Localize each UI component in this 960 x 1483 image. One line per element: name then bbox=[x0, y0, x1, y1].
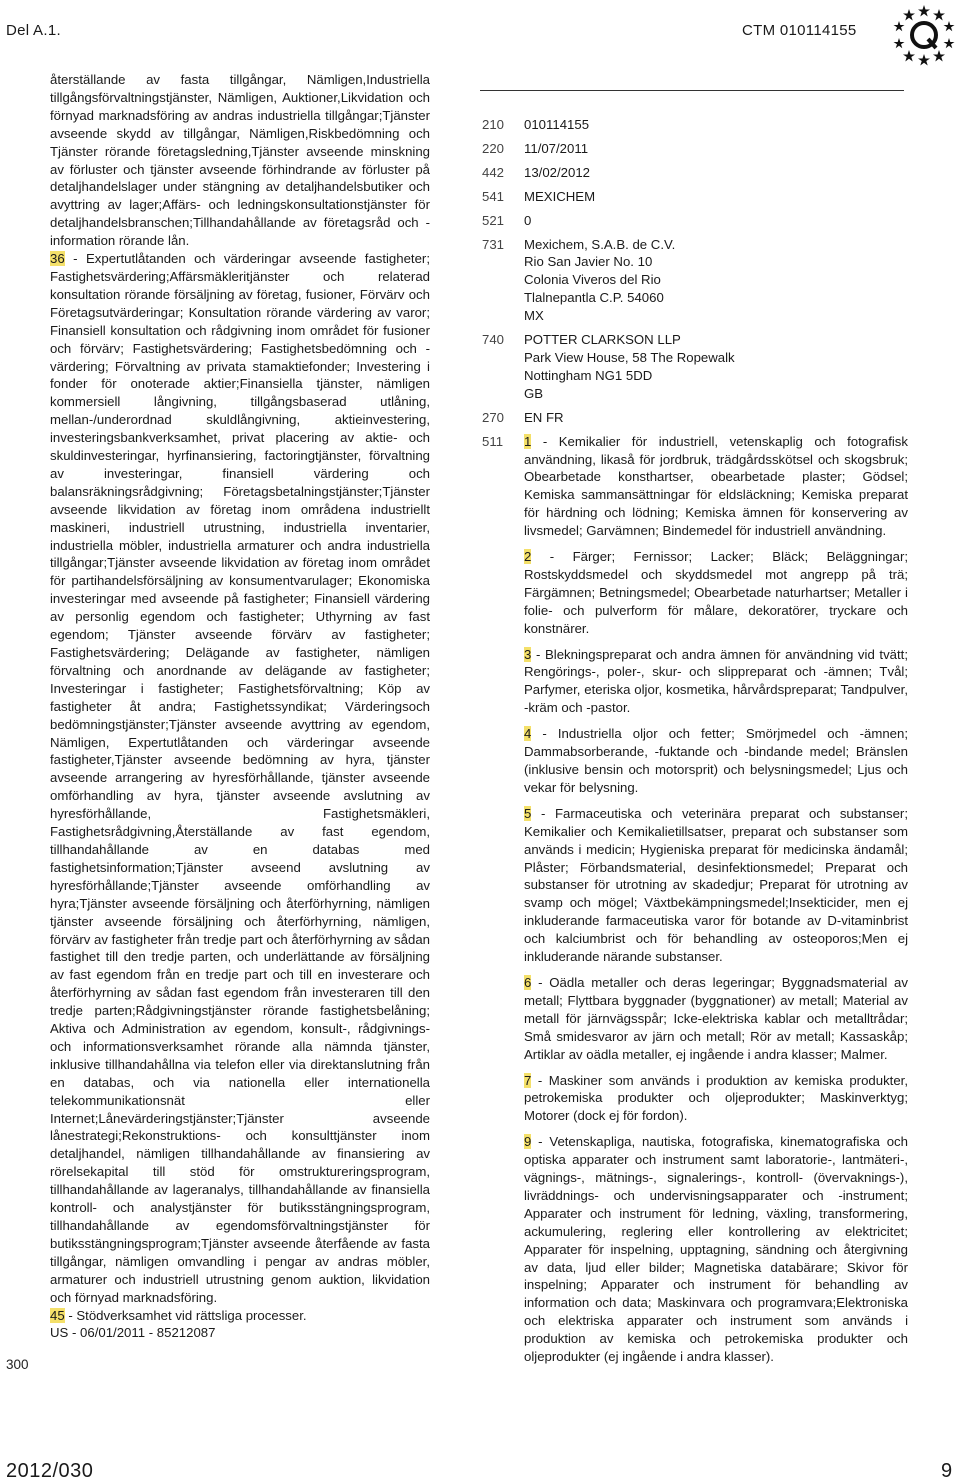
left-paragraph-continuation: återställande av fasta tillgångar, Nämligen,Industriella tillgångsförvaltningstjänster, Nämligen, Auktioner,Likvidation och förnyad marknadsföring av andras industriella tillgångar;Tjänster avseende skydd av tillgångar, Nämligen,Riskbedömning och Tjänster rörande företagsledning,Tjänster avseende minskning av förluster och tjänster avseende förhindrande av förluster på detaljhandelslager under stängning av detaljhandelsbutiker och avyttring av lager;Affärs- och ledningskonsultationstjänster för detaljhandelsbranschen;Tillhandahållande av företagsråd och -information rörande lån. bbox=[50, 72, 430, 249]
header-section-label: Del A.1. bbox=[6, 22, 61, 39]
goods-class-6 bbox=[524, 974, 908, 1064]
goods-class-number: 7 bbox=[524, 1072, 532, 1088]
field-code: 270 bbox=[482, 409, 505, 425]
class-45-entry bbox=[50, 1307, 430, 1325]
field-code: 442 bbox=[482, 164, 505, 180]
goods-class-2 bbox=[524, 548, 908, 638]
ohim-logo-icon bbox=[892, 2, 956, 66]
field-code: 220 bbox=[482, 140, 505, 156]
class-36-number: 36 bbox=[50, 251, 65, 267]
goods-class-9 bbox=[524, 1133, 908, 1366]
class-45-text: - Stödverksamhet vid rättsliga processer. bbox=[64, 1307, 307, 1323]
field-value-line: MX bbox=[524, 308, 544, 324]
field-row-442 bbox=[482, 164, 908, 182]
field-row-220 bbox=[482, 140, 908, 158]
priority-claim: US - 06/01/2011 - 85212087 bbox=[50, 1325, 216, 1341]
goods-class-text: - Oädla metaller och deras legeringar; Byggnadsmaterial av metall; Flyttbara byggnader (byggnationer) av metall; Material av metall för järnvägsspår; Icke-elektriska kablar och metalltrådar; Små smidesvaror av järn och metall; Rör av metall; Kassaskåp; Artiklar av oädla metaller, ej ingående i andra klasser; Malmer. bbox=[524, 974, 908, 1062]
goods-class-3 bbox=[524, 646, 908, 718]
header-ctm-number: CTM 010114155 bbox=[742, 22, 857, 39]
field-code: 521 bbox=[482, 212, 505, 228]
goods-class-text: - Kemikalier för industriell, vetenskaplig och fotografisk användning, likaså för jordbruk, trädgårdsskötsel och skogsbruk; Obearbetade konsthartser, obearbetade plaster; Gödsel; Kemiska sammansättningar för eldsläckning; Kemiska preparat för härdning och lödning; Kemiska ämnen för konservering av livsmedel; Garvämnen; Bindemedel för industriell användning. bbox=[524, 433, 908, 539]
field-code: 210 bbox=[482, 117, 505, 132]
field-value bbox=[524, 212, 908, 230]
footer-issue: 2012/030 bbox=[6, 1460, 94, 1482]
field-value-line: 010114155 bbox=[524, 117, 590, 132]
field-value-line: 13/02/2012 bbox=[524, 164, 591, 180]
field-value-line: Rio San Javier No. 10 bbox=[524, 254, 653, 270]
goods-list bbox=[524, 433, 908, 1374]
field-row-521 bbox=[482, 212, 908, 230]
footer-page-number: 9 bbox=[941, 1460, 953, 1482]
goods-class-text: - Färger; Fernissor; Lacker; Bläck; Beläggningar; Rostskyddsmedel och skyddsmedel mot angrepp på trä; Färgämnen; Betningsmedel; Obearbetade naturhartser; Metaller i folie- och pulverform för målare, dekoratörer, tryckare och konstnärer. bbox=[524, 549, 908, 636]
goods-class-number: 5 bbox=[524, 805, 532, 821]
class-36-text: - Expertutlåtanden och värderingar avseende fastigheter; Fastighetsvärdering;Affärsmäkleritjänster och relaterad konsultation rörande försäljning av företag, fusioner, Förvärv och Företagsutvärderingar; Konsultation rörande värdering av varor; Finansiell konsultation och rådgivning inom området för fusioner och förvärv; Fastighetsvärdering; Fastighetsbedömning och -värdering; Förvaltning av privata stamaktiefonder; Investering i fonder för onoterade aktier;Finansiella tjänster, nämligen kommersiell långivning, tillgångsbaserad utlåning, mellan-/underordnad skuldlångivning, aktieinvestering, investeringsbankverksamhet, privat placering av aktie- och skuldinvesteringar, hyrfinansiering, factoringtjänster, förvaltning av investeringar, finansiell värdering och balansräkningsrådgivning; Företagsbetalningstjänster;Tjänster avseende likvidation av företag inom områdena industriellt maskineri, industriell utrustning, industriella inventarier, industriella möbler, industriella armaturer och andra industriella tillgångar;Tjänster avseende likvidation av företag inom området för partihandelsförsäljning av konsumentvarulager; Ekonomiska investeringar med avseende på fastigheter; Finansiell värdering av personlig egendom och fastigheter; Uthyrning av fast egendom; Tjänster avseende förvärv av fastigheter; Fastighetsvärdering; Delägande av fastigheter, nämligen förvaltning och anordnande av delägande av fastigheter; Investeringar i fastigheter; Fastighetsförvaltning; Köp av fastigheter åt andra; Fastighetssyndikat; Värderingsoch bedömningstjänster;Tjänster avseende avyttring av egendom, Nämligen, Expertutlåtanden och värderingar avseende fastigheter,Tjänster avseende bedömning av hyra, tjänster avseende arrangering av hyresförhållande, tjänster avseende omförhandling av hyra, tjänster avseende avslutning av hyresförhållande, Fastighetsmäkleri, Fastighetsrådgivning,Återställande av fast egendom, tillhandahållande av en databas med fastighetsinformation;Tjänster avseend avslutning av hyresförhållande;Tjänster avseende omförhandling av hyra;Tjänster avseende försäljning och återförhyrning, nämligen tjänster avseende försäljning och återförhyrning, nämligen, förvärv av fastigheter från tredje part och återförhyrning av sådan fastighet till den tredje parten, och underlättande av försäljning av fast egendom från en tredje part och till en investerare och återförhyrning av sådan fast egendom från investeraren till den tredje parten;Rådgivningstjänster rörande fastighetsbelåning; Aktiva och Administration av egendom, konsult-, rådgivnings- och informationsverksamhet rörande alla nämnda tjänster, inklusive tillhandahållna via telefon eller via direktanslutning från en databas, och via nationella eller internationella telekommunikationsnät eller Internet;Lånevärderingstjänster;Tjänster avseende lånestrategi;Rekonstruktions- och konsulttjänster inom detaljhandel, nämligen tillhandahållande av finansiering av rörelsekapital till stöd för omstruktureringsprogram, tillhandahållande av lageranalys, tillhandahållande av finansiella kontroll- och analystjänster för butiksstängningsprogram, tillhandahållande av egendomsförvaltningstjänster för butiksstängningsprogram;Tjänster avseende återfående av fasta tillgångar, nämligen omvandling i pengar av andras möbler, armaturer och industriell utrustning genom auktion, likvidation och förnyad marknadsföring. bbox=[50, 251, 430, 1305]
field-value-line: MEXICHEM bbox=[524, 188, 596, 204]
side-line-number: 300 bbox=[6, 1357, 29, 1372]
goods-class-7 bbox=[524, 1072, 908, 1126]
field-value-line: 0 bbox=[524, 212, 532, 228]
goods-class-text: - Farmaceutiska och veterinära preparat och substanser; Kemikalier och Kemikalietillsatser, preparat och substanser som används i medicin; Hygieniska preparat för medicinska ändamål; Plåster; Förbandsmaterial, desinfektionsmedel; Preparat och substanser för utrotning av skadedjur; Preparat för utrotning av svamp och mögel; Växtbekämpningsmedel;Insekticider, men ej inkluderande farmaceutiska varor för botande av D-vitaminbrist och kalciumbrist och för behandling av osteoporos;Men ej inkluderande närande substanser. bbox=[524, 805, 908, 965]
field-value bbox=[524, 188, 908, 206]
field-value-line: GB bbox=[524, 385, 544, 401]
goods-class-1 bbox=[524, 433, 908, 540]
field-code: 740 bbox=[482, 332, 505, 348]
field-row-270 bbox=[482, 409, 908, 427]
header-rule bbox=[480, 90, 904, 91]
class-36-entry bbox=[50, 250, 430, 1306]
field-value-line: Colonia Viveros del Rio bbox=[524, 272, 661, 288]
field-row-210 bbox=[482, 116, 908, 134]
field-value bbox=[524, 164, 908, 182]
right-column bbox=[482, 116, 908, 1380]
goods-class-number: 9 bbox=[524, 1134, 532, 1150]
class-45-number: 45 bbox=[50, 1307, 65, 1323]
field-value-line: Tlalnepantla C.P. 54060 bbox=[524, 290, 664, 306]
field-value bbox=[524, 236, 908, 326]
field-value-line: 11/07/2011 bbox=[524, 140, 589, 156]
goods-class-5 bbox=[524, 805, 908, 966]
field-value bbox=[524, 116, 908, 134]
goods-class-number: 3 bbox=[524, 646, 532, 662]
goods-class-number: 6 bbox=[524, 974, 532, 990]
field-row-740 bbox=[482, 331, 908, 403]
field-value-line: EN FR bbox=[524, 409, 564, 425]
goods-class-text: - Blekningspreparat och andra ämnen för användning vid tvätt; Rengörings-, poler-, skur- och slippreparat och -ämnen; Tvål; Parfymer, eteriska oljor, kosmetika, hårvårdspreparat; Tandpulver, -kräm och -pastor. bbox=[524, 646, 908, 716]
goods-class-text: - Vetenskapliga, nautiska, fotografiska, kinematografiska och optiska apparater och instrument samt laboratorie-, lantmäteri-, vägnings-, mätnings-, signalerings-, kontroll- (övervaknings-), livräddnings- och undervisningsapparater och -instrument; Apparater och instrument för ledning, växling, transformering, ackumulering, reglering eller kontrollering av elektricitet; Apparater för inspelning, upptagning, sändning och återgivning av data, ljud eller bilder; Magnetiska databärare; Skivor för inspelning; Apparater och instrument för behandling av information och data; Maskinvara och programvara;Elektroniska och elektriska apparater och instrument som används i produktion av kemiska och petrokemiska produkter och oljeprodukter (ej ingående i andra klasser). bbox=[524, 1134, 908, 1365]
goods-field-code: 511 bbox=[482, 433, 504, 449]
field-code: 541 bbox=[482, 188, 505, 204]
goods-class-text: - Maskiner som används i produktion av kemiska produkter, petrokemiska produkter och oljeprodukter; Maskinverktyg; Motorer (dock ej för fordon). bbox=[524, 1072, 908, 1124]
field-value bbox=[524, 331, 908, 403]
field-value-line: Mexichem, S.A.B. de C.V. bbox=[524, 236, 676, 252]
left-column bbox=[50, 71, 430, 1342]
field-value-line: POTTER CLARKSON LLP bbox=[524, 332, 681, 348]
goods-class-number: 2 bbox=[524, 549, 532, 565]
goods-class-number: 1 bbox=[524, 433, 532, 449]
goods-class-number: 4 bbox=[524, 726, 532, 742]
field-value bbox=[524, 140, 908, 158]
field-value-line: Park View House, 58 The Ropewalk bbox=[524, 349, 735, 365]
goods-class-text: - Industriella oljor och fetter; Smörjmedel och -ämnen; Dammabsorberande, -fuktande och -bindande medel; Bränslen (inklusive bensin och motorsprit) och belysningsmedel; Ljus och vekar för belysning. bbox=[524, 726, 908, 795]
field-row-541 bbox=[482, 188, 908, 206]
goods-class-4 bbox=[524, 725, 908, 797]
bibliographic-fields bbox=[482, 116, 908, 427]
field-code: 731 bbox=[482, 236, 505, 252]
field-row-731 bbox=[482, 236, 908, 326]
goods-services-row bbox=[482, 433, 908, 1374]
field-value bbox=[524, 409, 908, 427]
field-value-line: Nottingham NG1 5DD bbox=[524, 367, 653, 383]
